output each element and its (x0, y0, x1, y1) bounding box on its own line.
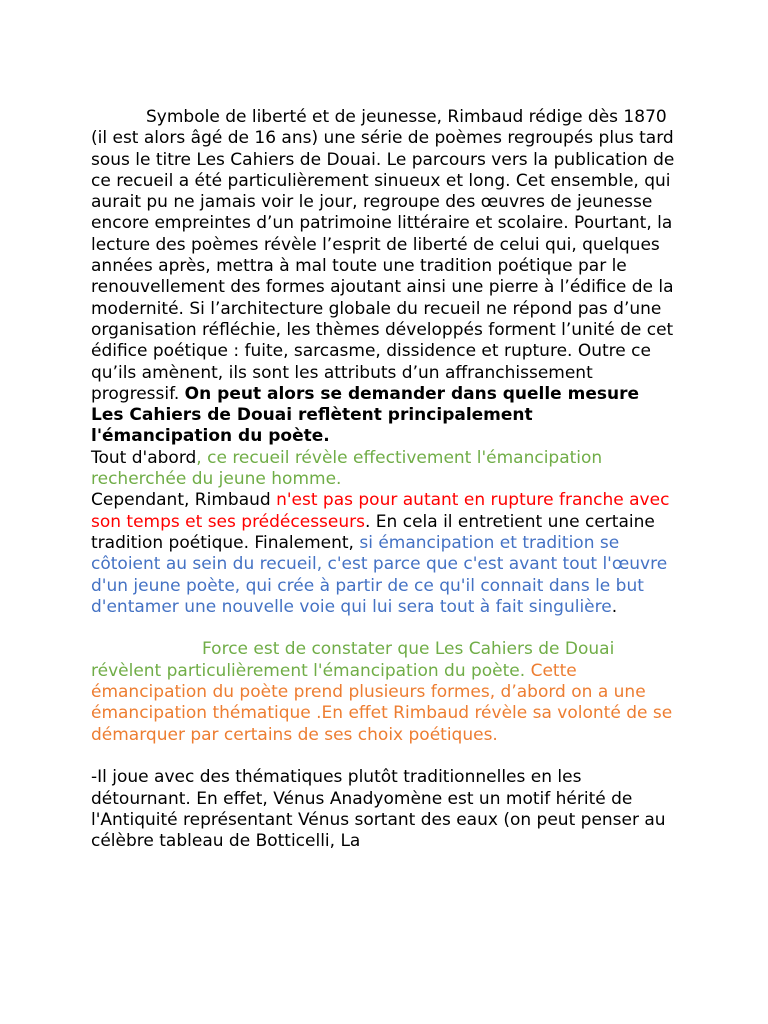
problematique-text: On peut alors se demander dans quelle mesure Les Cahiers de Douai reflètent principalement l'émancipation du poète. (91, 383, 640, 447)
introduction-paragraph (91, 107, 677, 448)
introduction-text: Symbole de liberté et de jeunesse, Rimbaud rédige dès 1870 (il est alors âgé de 16 ans) une série de poèmes regroupés plus tard sous le titre Les Cahiers de Douai. Le parcours vers la publication de ce recueil a été particulièrement sinueux et long. Cet ensemble, qui aurait pu ne jamais voir le jour, regroupe des œuvres de jeunesse encore empreintes d’un patrimoine littéraire et scolaire. Pourtant, la lecture des poèmes révèle l’esprit de liberté de celui qui, quelques années après, mettra à mal toute une tradition poétique par le renouvellement des formes ajoutant ainsi une pierre à l’édifice de la modernité. Si l’architecture globale du recueil ne répond pas d’une organisation réfléchie, les thèmes développés forment l’unité de cet édifice poétique : fuite, sarcasme, dissidence et rupture. Outre ce qu’ils amènent, ils sont les attributs d’un affranchissement progressif. (91, 107, 675, 404)
plan-part1-text: , ce recueil révèle effectivement l'émancipation recherchée du jeune homme. (91, 447, 603, 490)
argument-paragraph (91, 767, 677, 852)
argument-text: -Il joue avec des thématiques plutôt traditionnelles en les détournant. En effet, Vénus Anadyomène est un motif hérité de l'Antiquité représentant Vénus sortant des eaux (on peut penser au célèbre tableau de Botticelli, La (91, 767, 666, 852)
plan-paragraph (91, 448, 677, 491)
plan-paragraph-2 (91, 490, 677, 618)
paragraph-spacer-2 (91, 746, 677, 767)
document-body (91, 107, 677, 852)
plan-part1-intro: Tout d'abord (91, 447, 197, 468)
paragraph-spacer (91, 618, 677, 639)
plan-part3-text: si émancipation et tradition se côtoient au sein du recueil, c'est parce que c'est avant tout l'œuvre d'un jeune poète, qui crée à partir de ce qu'il connait dans le but d'entamer une nouvelle voie qui lui sera tout à fait singulière (91, 532, 668, 617)
part-one-paragraph (91, 639, 677, 745)
part-one-lead: Force est de constater que Les Cahiers de Douai révèlent particulièrement l'émancipation du poète. (91, 639, 615, 681)
plan-part2-text: n'est pas pour autant en rupture franche avec son temps et ses prédécesseurs (91, 490, 670, 532)
plan-end-punctuation: . (611, 596, 618, 617)
plan-part3-intro: . En cela il entretient une certaine tradition poétique. Finalement, (91, 511, 655, 553)
plan-part2-intro: Cependant, Rimbaud (91, 490, 277, 511)
part-one-subpart: Cette émancipation du poète prend plusieurs formes, d’abord on a une émancipation thématique .En effet Rimbaud révèle sa volonté de se démarquer par certains de ses choix poétiques. (91, 660, 673, 745)
